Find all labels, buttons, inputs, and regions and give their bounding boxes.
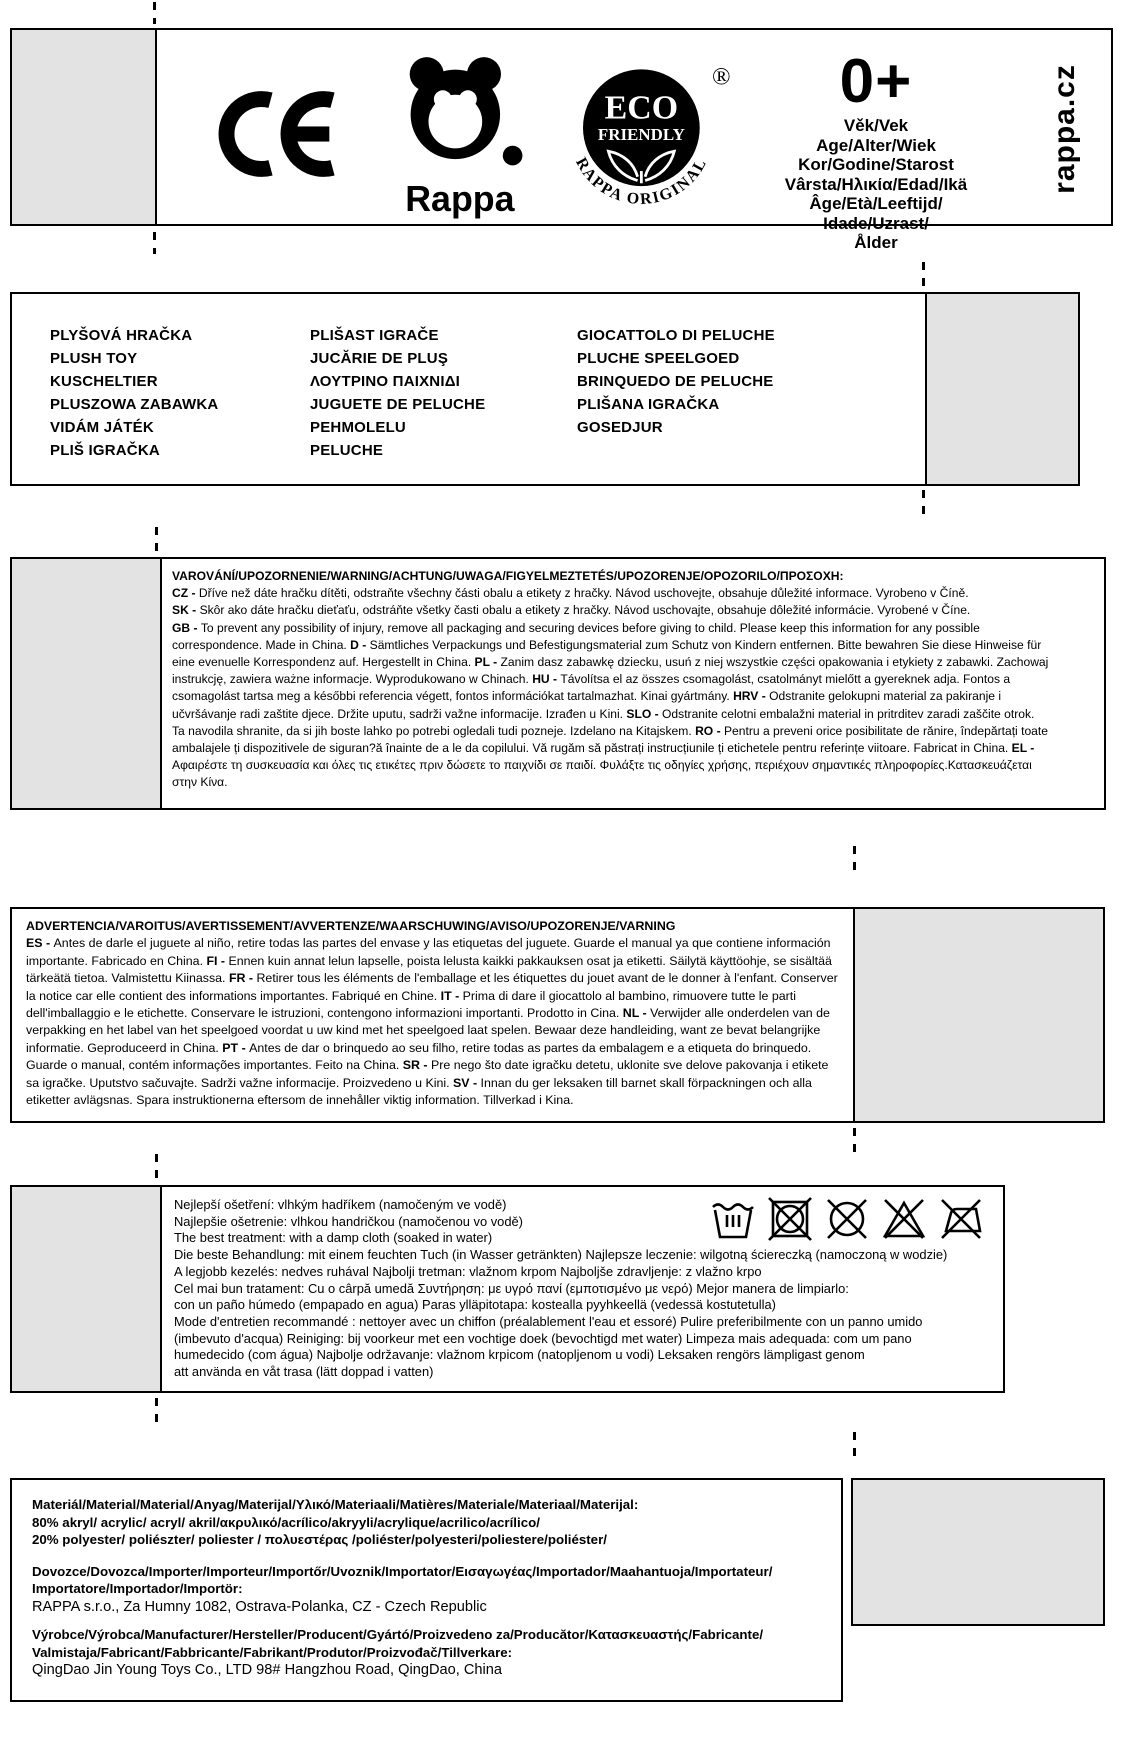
image-placeholder-box xyxy=(855,909,1103,1121)
text-line: JUCĂRIE DE PLUŞ xyxy=(310,350,449,367)
warning-entry-hrv: HRV - Odstranite gelokupni material za pakiranje i učvršávanje radi zaštite djece. Držite uputu, sadrži važne informacije. Izrađen u Kini. xyxy=(172,689,1002,721)
bear-icon xyxy=(395,50,530,220)
crop-mark xyxy=(922,262,925,286)
text-line: Nejlepší ošetření: vlhkým hadříkem (namočeným ve vodě) xyxy=(174,1197,507,1212)
warning-entry-nl: NL - Verwijder alle onderdelen van de verpakking en het label van het speelgoed voordat u uw kind met het speelgoed laat spelen. Bewaar deze handleiding, want ze bevat belangrijke informatie. Geproduceerd in China. xyxy=(26,1006,830,1055)
text-line: GIOCATTOLO DI PELUCHE xyxy=(577,327,775,344)
warning-box-1 xyxy=(10,557,1106,810)
warning2-body xyxy=(26,935,841,1109)
text-line: PLYŠOVÁ HRAČKA xyxy=(50,327,193,344)
text-line: PLIŠ IGRAČKA xyxy=(50,442,160,459)
text-line: Najlepšie ošetrenie: vlhkou handričkou (namočenou vo vodě) xyxy=(174,1213,523,1229)
importer-heading-1: Dovozce/Dovozca/Importer/Importeur/Importőr/Uvoznik/Importator/Εισαγωγέας/Importador/Maahantuoja/Importateur/ xyxy=(32,1563,773,1579)
crop-mark xyxy=(853,846,856,870)
image-placeholder-box xyxy=(12,559,162,808)
warning1-body xyxy=(172,585,1049,791)
website-vertical xyxy=(1017,30,1112,228)
image-placeholder-box xyxy=(12,30,157,224)
text-line: Věk/Vek xyxy=(843,116,909,135)
importer-heading-2: Importatore/Importador/Importör: xyxy=(32,1581,243,1597)
eco-friendly-badge xyxy=(563,60,731,225)
header-band xyxy=(10,28,1113,252)
warning1-text xyxy=(162,559,1104,808)
text-line: Age/Alter/Wiek xyxy=(816,135,936,155)
text-line: The best treatment: with a damp cloth (soaked in water) xyxy=(174,1230,493,1246)
text-line: PLIŠAST IGRAČE xyxy=(310,327,439,344)
do-not-bleach-icon xyxy=(880,1197,928,1241)
product-names-box xyxy=(10,292,1080,486)
warning1-title: VAROVÁNÍ/UPOZORNENIE/WARNING/ACHTUNG/UWAGA/FIGYELMEZTETÉS/UPOZORENJE/OPOZORILO/ΠΡΟΣΟΧΗ: xyxy=(172,569,844,583)
do-not-iron-icon xyxy=(937,1197,985,1241)
crop-mark xyxy=(922,490,925,514)
crop-mark xyxy=(853,1432,856,1456)
text-line: Âge/Età/Leeftijd/ xyxy=(809,194,943,213)
manufacturer-name: QingDao Jin Young Toys Co., LTD 98# Hangzhou Road, QingDao, China xyxy=(32,1662,502,1679)
care-box xyxy=(10,1185,1005,1393)
warning2-title: ADVERTENCIA/VAROITUS/AVERTISSEMENT/AVVERTENZE/WAARSCHUWING/AVISO/UPOZORENJE/VARNING xyxy=(26,919,676,933)
text-line: (imbevuto d'acqua) Reiniging: bij voorkeur met een vochtige doek (bevochtigd met water) Limpeza mais adequada: com um pano xyxy=(174,1330,912,1346)
hand-wash-icon xyxy=(709,1197,757,1241)
rappa-wordmark: Rappa xyxy=(405,179,515,220)
do-not-tumble-dry-icon xyxy=(766,1197,814,1241)
text-line: Die beste Behandlung: mit einem feuchten Tuch (in Wasser getränkten) Najlepsze leczenie: wilgotną ściereczką (namoczoną w wodzie) xyxy=(174,1247,948,1263)
materials-heading: Materiál/Material/Material/Anyag/Materijal/Υλικό/Materiaali/Matières/Materiale/Materiaal/Materijal: xyxy=(32,1497,639,1512)
text-line: GOSEDJUR xyxy=(577,419,663,436)
warning-entry-pt: PT - Antes de dar o brinquedo ao seu filho, retire todas as partes da embalagem e a etiqueta do brinquedo. Guarde o manual, contém informações importantes. Feito na China. xyxy=(26,1040,812,1073)
registered-trademark-icon: ® xyxy=(711,63,731,91)
care-text xyxy=(162,1187,1003,1391)
warning-entry-hu: HU - Távolítsa el az összes csomagolást, csatolmányt mielőtt a gyereknek adja. Fontos a csomagolást tartsa meg a későbbi referencia végett, fontos információkat tartalmazhat. Kinai gyártmány. xyxy=(172,672,1011,704)
text-line: PLUSZOWA ZABAWKA xyxy=(50,396,219,413)
warning-entry-it: IT - Prima di dare il giocattolo al bambino, rimuovere tutte le parti dell'imballaggio e le etichette. Conservare le istruzioni, contengono informazioni importanti. Prodotto in Cina. xyxy=(26,988,796,1021)
text-line: PLUSH TOY xyxy=(50,350,138,367)
names-column-3 xyxy=(577,324,775,439)
text-line: A legjobb kezelés: nedves ruhával Najbolji tretman: vlažnom krpom Najboljše zdravljenje: z vlažno krpo xyxy=(174,1263,762,1279)
manufacturer-heading-2: Valmistaja/Fabricant/Fabbricante/Fabrikant/Produtor/Proizvođač/Tillverkare: xyxy=(32,1644,513,1660)
age-value: 0+ xyxy=(839,47,913,116)
text-line: Idade/Uzrast/ xyxy=(823,213,929,233)
text-line: Kor/Godine/Starost xyxy=(798,155,954,174)
crop-mark xyxy=(155,1398,158,1422)
text-line: BRINQUEDO DE PELUCHE xyxy=(577,373,774,390)
crop-mark xyxy=(153,2,156,24)
text-line: PEHMOLELU xyxy=(310,419,406,436)
crop-mark xyxy=(155,527,158,551)
website-text: rappa.cz xyxy=(1047,64,1081,194)
text-line: con un paño húmedo (empapado en agua) Paras ylläpitotapa: kostealla pyyhkeellä (vedessä kostutetulla) xyxy=(174,1297,776,1313)
text-line: PLUCHE SPEELGOED xyxy=(577,350,740,367)
care-symbols-row xyxy=(709,1197,985,1241)
image-placeholder-box xyxy=(851,1478,1105,1626)
text-line: JUGUETE DE PELUCHE xyxy=(310,396,486,413)
text-line: ΛΟΥΤΡΙΝΟ ΠΑΙΧΝΙΔΙ xyxy=(310,373,461,390)
image-placeholder-box xyxy=(12,1187,162,1391)
age-lines xyxy=(762,116,990,253)
names-column-1 xyxy=(50,324,218,462)
age-grading xyxy=(762,47,990,253)
warning-box-2 xyxy=(10,907,1105,1123)
warning-entry-ro: RO - Pentru a preveni orice posibilitate de rănire, îndepărtați toate ambalajele ți dispozitivele de siguran?ă înainte de a le da copilului. Vă rugăm să păstrați instrucțiunile ți etichetele pentru referințe viitoare. Fabricat in China. xyxy=(172,723,1048,756)
materials-line-2: 20% polyester/ poliészter/ poliester / πολυεστέρας /poliéster/polyesteri/poliestere/poliéster/ xyxy=(32,1532,607,1548)
text-line: PLIŠANA IGRAČKA xyxy=(577,396,720,413)
warning-entry-d: D - Sämtliches Verpackungs und Befestigungsmaterial zum Schutz von Kindern entfernen. Bitte bewahren Sie diese Hinweise für eine evenuelle Korrespondenz auf. Hergestellt in China. xyxy=(172,637,1042,670)
text-line: humedecido (com água) Najbolje održavanje: vlažnom krpicom (natopljenom u vodi) Leksaken rengörs lämpligast genom xyxy=(174,1347,865,1363)
warning-entry-sv: SV - Innan du ger leksaken till barnet skall förpackningen och alla etiketter avlägsnas. Spara instruktionerna eftersom de innehåller viktig information. Tillverkad i Kina. xyxy=(26,1075,812,1108)
text-line: Mode d'entretien recommandé : nettoyer avec un chiffon (préalablement l'eau et essoré) Pulire preferibilmente con un panno umido xyxy=(174,1313,923,1329)
warning2-text xyxy=(12,909,855,1121)
names-column-2 xyxy=(310,324,485,462)
do-not-dry-clean-icon xyxy=(823,1197,871,1241)
text-line: VIDÁM JÁTÉK xyxy=(50,419,154,436)
rappa-original-curved-text: RAPPA ORIGINAL xyxy=(572,154,711,209)
warning-entry-sr: SR - Pre nego što date igračku detetu, uklonite sve delove pakovanja i etikete sa igračke. Uputstvo sačuvajte. Sadrži važne informacije. Proizvedeno u Kini. xyxy=(26,1058,829,1090)
manufacturer-heading-1: Výrobce/Výrobca/Manufacturer/Hersteller/Producent/Gyártó/Proizvedeno za/Producător/Κατασκευαστής/Fabricante/ xyxy=(32,1626,764,1642)
text-line: Vârsta/Ηλικία/Edad/Ikä xyxy=(784,174,968,194)
text-line: Cel mai bun tratament: Cu o cârpă umedă Συντήρηση: με υγρό πανί (εμποτισμένο με νερό) Mejor manera de limpiarlo: xyxy=(174,1280,849,1296)
friendly-text: FRIENDLY xyxy=(597,125,685,144)
eco-text: ECO xyxy=(604,89,679,127)
text-line: Ålder xyxy=(854,233,898,252)
rappa-logo xyxy=(395,50,530,225)
warning-entry-cz: CZ - Dříve než dáte hračku dítěti, odstraňte všechny části obalu a etikety z hračky. Návod uschovejte, obsahuje důležité informace. Vyrobeno v Číně. xyxy=(172,586,969,601)
warning-entry-fr: FR - Retirer tous les éléments de l'emballage et les étiquettes du jouet avant de le donner à l'enfant. Conserver la notice car elle contient des informations importantes. Fabriqué en Chine. xyxy=(26,971,838,1003)
crop-mark xyxy=(155,1154,158,1178)
warning-entry-gb: GB - To prevent any possibility of injury, remove all packaging and securing devices before giving to child. Please keep this information for any possible correspondence. Made in China. xyxy=(172,620,980,652)
crop-mark xyxy=(153,232,156,254)
image-placeholder-box xyxy=(925,294,1078,484)
importer-name: RAPPA s.r.o., Za Humny 1082, Ostrava-Polanka, CZ - Czech Republic xyxy=(32,1598,487,1615)
warning-entry-pl: PL - Zanim dasz zabawkę dziecku, usuń z niej wszystkie części opakowania i etykiety z zabawki. Zachowaj instrukcję, zawiera ważne informacje. Wyprodukowano w Chinach. xyxy=(172,655,1049,687)
info-box xyxy=(10,1478,843,1702)
warning-entry-el: EL - Αφαιρέστε τη συσκευασία και όλες τις ετικέτες πριν δώσετε το παιχνίδι σε παιδί. Φυλάξτε τις οδηγίες χρήσης, περιέχουν σημαντικές πληροφορίες.Κατασκευάζεται στην Κίνα. xyxy=(172,741,1035,790)
crop-mark xyxy=(853,1128,856,1152)
warning-entry-fi: FI - Ennen kuin annat lelun lapselle, poista lelusta kaikki pakkauksen osat ja etiketti. Säilytä käyttöohje, se sisältää tärkeätä tietoa. Valmistettu Kiinassa. xyxy=(26,953,832,986)
warning-entry-sk: SK - Skôr ako dáte hračku dieťaťu, odstráňte všetky časti obalu a etikety z hračky. Návod uschovajte, obsahuje dôležité informácie. Vyrobené v Číne. xyxy=(172,603,971,618)
text-line: KUSCHELTIER xyxy=(50,373,158,390)
text-line: PELUCHE xyxy=(310,442,384,459)
materials-line-1: 80% akryl/ acrylic/ acryl/ akril/ακρυλικό/acrílico/akryyli/acrylique/acrilico/acrílico/ xyxy=(32,1514,540,1530)
warning-entry-es: ES - Antes de darle el juguete al niño, retire todas las partes del envase y las etiquetas del juguete. Guarde el manual ya que contiene información importante. Fabricado en China. xyxy=(26,936,831,968)
text-line: att använda en våt trasa (lätt doppad i vatten) xyxy=(174,1364,434,1380)
warning-entry-slo: SLO - Odstranite celotni embalažni material in pritrditev zaradi zaščite otrok. Ta navodila shranite, da si jih boste lahko po potrebi ogledali tudi pozneje. Izdelano na Kitajskem. xyxy=(172,706,1035,738)
ce-mark-icon xyxy=(195,78,350,195)
